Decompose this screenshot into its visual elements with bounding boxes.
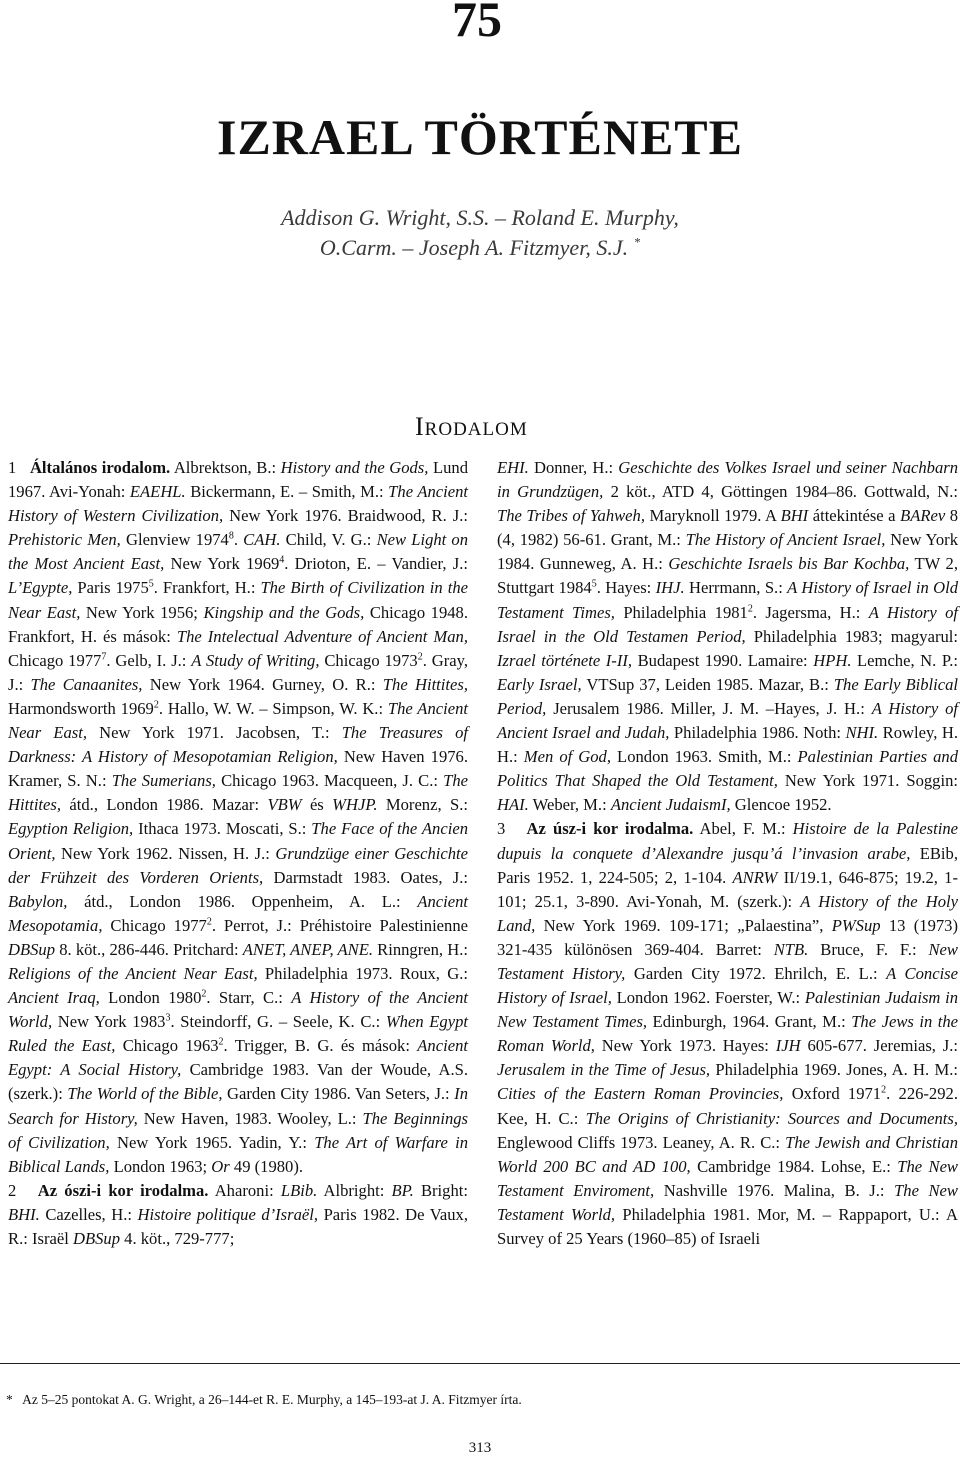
authors-line-2 [200,233,760,263]
authors-line-2-text: O.Carm. – Joseph A. Fitzmyer, S.J. [319,235,629,260]
chapter-number: 75 [452,0,502,47]
authors [200,203,760,263]
footnote-divider [0,1363,960,1364]
section-heading-rest: RODALOM [424,419,528,440]
section-heading [415,412,528,442]
bibliography-right-column: EHI. Donner, H.: Geschichte des Volkes Israel und seiner Nachbarn in Grundzügen, 2 köt., ATD 4, Göttingen 1984–86. Gottwald, N.: The Tribes of Yahweh, Maryknoll 1979. A BHI áttekintése a BARev 8 (4, 1982) 56-61. Grant, M.: The History of Ancient Israel, New York 1984. Gunneweg, A. H.: Geschichte Israels bis Bar Kochba, TW 2, Stuttgart 1984$^5$. Hayes: IHJ. Herrmann, S.: A History of Israel in Old Testament Times, Philadelphia 1981$^2$. Jagersma, H.: A History of Israel in the Old Testamen Period, Philadelphia 1983; magyarul: Izrael története I-II, Budapest 1990. Lamaire: HPH. Lemche, N. P.: Early Israel, VTSup 37, Leiden 1985. Mazar, B.: The Early Biblical Period, Jerusalem 1986. Miller, J. M. –Hayes, J. H.: A History of Ancient Israel and Judah, Philadelphia 1986. Noth: NHI. Rowley, H. H.: Men of God, London 1963. Smith, M.: Palestinian Parties and Politics That Shaped the Old Testament, New York 1971. Soggin: HAI. Weber, M.: Ancient JudaismI, Glencoe 1952. 3 Az úsz-i kor irodalma. Abel, F. M.: Histoire de la Palestine dupuis la conquete d’Alexandre jusqu’á l’invasion arabe, EBib, Paris 1952. 1, 224-505; 2, 1-104. ANRW II/19.1, 646-875; 19.2, 1-101; 25.1, 3-890. Avi-Yonah, M. (szerk.): A History of the Holy Land, New York 1969. 109-171; „Palaestina”, PWSup 13 (1973) 321-435 különösen 369-404. Barret: NTB. Bruce, F. F.: New Testament History, Garden City 1972. Ehrilch, E. L.: A Concise History of Israel, London 1962. Foerster, W.: Palestinian Judaism in New Testament Times, Edinburgh, 1964. Grant, M.: The Jews in the Roman World, New York 1973. Hayes: IJH 605-677. Jeremias, J.: Jerusalem in the Time of Jesus, Philadelphia 1969. Jones, A. H. M.: Cities of the Eastern Roman Provincies, Oxford 1971$^2$. 226-292. Kee, H. C.: The Origins of Christianity: Sources and Documents, Englewood Cliffs 1973. Leaney, A. R. C.: The Jewish and Christian World 200 BC and AD 100, Cambridge 1984. Lohse, E.: The New Testament Enviroment, Nashville 1976. Malina, B. J.: The New Testament World, Philadelphia 1981. Mor, M. – Rappaport, U.: A Survey of 25 Years (1960–85) of Israeli [497,458,959,1248]
authors-line-1: Addison G. Wright, S.S. – Roland E. Murphy, [281,205,679,230]
footnote-marker: * [633,234,641,250]
footnote: * Az 5–25 pontokat A. G. Wright, a 26–144-et R. E. Murphy, a 145–193-at J. A. Fitzmyer írta. [6,1392,522,1407]
chapter-title: IZRAEL TÖRTÉNETE [216,109,743,165]
page-number: 313 [468,1440,492,1456]
section-heading-initial: I [415,412,425,441]
bibliography-left-column: 1 Általános irodalom. Albrektson, B.: History and the Gods, Lund 1967. Avi-Yonah: EAEHL. Bickermann, E. – Smith, M.: The Ancient History of Western Civilization, New York 1976. Braidwood, R. J.: Prehistoric Men, Glenview 1974$^8$. CAH. Child, V. G.: New Light on the Most Ancient East, New York 1969$^4$. Drioton, E. – Vandier, J.: L’Egypte, Paris 1975$^5$. Frankfort, H.: The Birth of Civilization in the Near East, New York 1956; Kingship and the Gods, Chicago 1948. Frankfort, H. és mások: The Intelectual Adventure of Ancient Man, Chicago 1977$^7$. Gelb, I. J.: A Study of Writing, Chicago 1973$^2$. Gray, J.: The Canaanites, New York 1964. Gurney, O. R.: The Hittites, Harmondsworth 1969$^2$. Hallo, W. W. – Simpson, W. K.: The Ancient Near East, New York 1971. Jacobsen, T.: The Treasures of Darkness: A History of Mesopotamian Religion, New Haven 1976. Kramer, S. N.: The Sumerians, Chicago 1963. Macqueen, J. C.: The Hittites, átd., London 1986. Mazar: VBW és WHJP. Morenz, S.: Egyption Religion, Ithaca 1973. Moscati, S.: The Face of the Ancien Orient, New York 1962. Nissen, H. J.: Grundzüge einer Geschichte der Frühzeit des Vorderen Orients, Darmstadt 1983. Oates, J.: Babylon, átd., London 1986. Oppenheim, A. L.: Ancient Mesopotamia, Chicago 1977$^2$. Perrot, J.: Préhistoire Palestinienne DBSup 8. köt., 286-446. Pritchard: ANET, ANEP, ANE. Rinngren, H.: Religions of the Ancient Near East, Philadelphia 1973. Roux, G.: Ancient Iraq, London 1980$^2$. Starr, C.: A History of the Ancient World, New York 1983$^3$. Steindorff, G. – Seele, K. C.: When Egypt Ruled the East, Chicago 1963$^2$. Trigger, B. G. és mások: Ancient Egypt: A Social History, Cambridge 1983. Van der Woude, A.S. (szerk.): The World of the Bible, Garden City 1986. Van Seters, J.: In Search for History, New Haven, 1983. Wooley, L.: The Beginnings of Civilization, New York 1965. Yadin, Y.: The Art of Warfare in Biblical Lands, London 1963; Or 49 (1980). 2 Az ószi-i kor irodalma. Aharoni: LBib. Albright: BP. Bright: BHI. Cazelles, H.: Histoire politique d’Israël, Paris 1982. De Vaux, R.: Israël DBSup 4. köt., 729-777; [8,458,469,1248]
